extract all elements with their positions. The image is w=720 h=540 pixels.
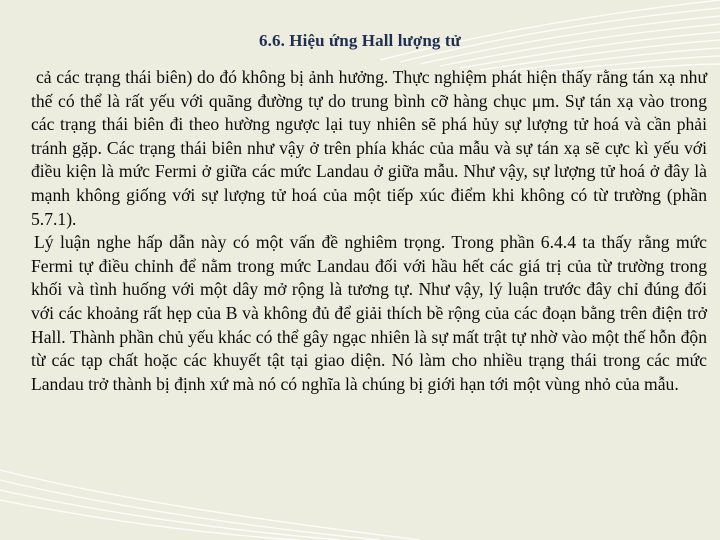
paragraph-1: cả các trạng thái biên) do đó không bị ảnh hưởng. Thực nghiệm phát hiện thấy rằng tán xạ như thế có thể là rất yếu với quãng đường tự do trung bình cỡ hàng chục μm. Sự tán xạ vào trong các trạng thái biên đi theo hường ngược lại tuy nhiên sẽ phá hủy sự lượng tử hoá và cần phải tránh gặp. Các trạng thái biên như vậy ở trên phía khác của mẫu và sự tán xạ sẽ cực kì yếu với điều kiện là mức Fermi ở giữa các mức Landau ở giữa mẫu. Như vậy, sự lượng tử hoá ở đây là mạnh không giống với sự lượng tử hoá của một tiếp xúc điểm khi không có từ trường (phần 5.7.1).	[31, 67, 707, 229]
paragraph-2: Lý luận nghe hấp dẫn này có một vấn đề nghiêm trọng. Trong phần 6.4.4 ta thấy rằng mức Fermi tự điều chỉnh để nằm trong mức Landau đối với hầu hết các giá trị của từ trường trong khối và tình huống với một dây mở rộng là tương tự. Như vậy, lý luận trước đây chỉ đúng đối với các khoảng rất hẹp của B và không đủ để giải thích bề rộng của các đoạn bằng trên điện trở Hall. Thành phần chủ yếu khác có thể gây ngạc nhiên là sự mất trật tự nhờ vào một thế hỗn độn từ các tạp chất hoặc các khuyết tật tại giao diện. Nó làm cho nhiều trạng thái trong các mức Landau trở thành bị định xứ mà nó có nghĩa là chúng bị giới hạn tới một vùng nhỏ của mẫu.	[31, 232, 707, 394]
slide-title: 6.6. Hiệu ứng Hall lượng tử	[259, 31, 461, 50]
body-text	[31, 66, 707, 396]
